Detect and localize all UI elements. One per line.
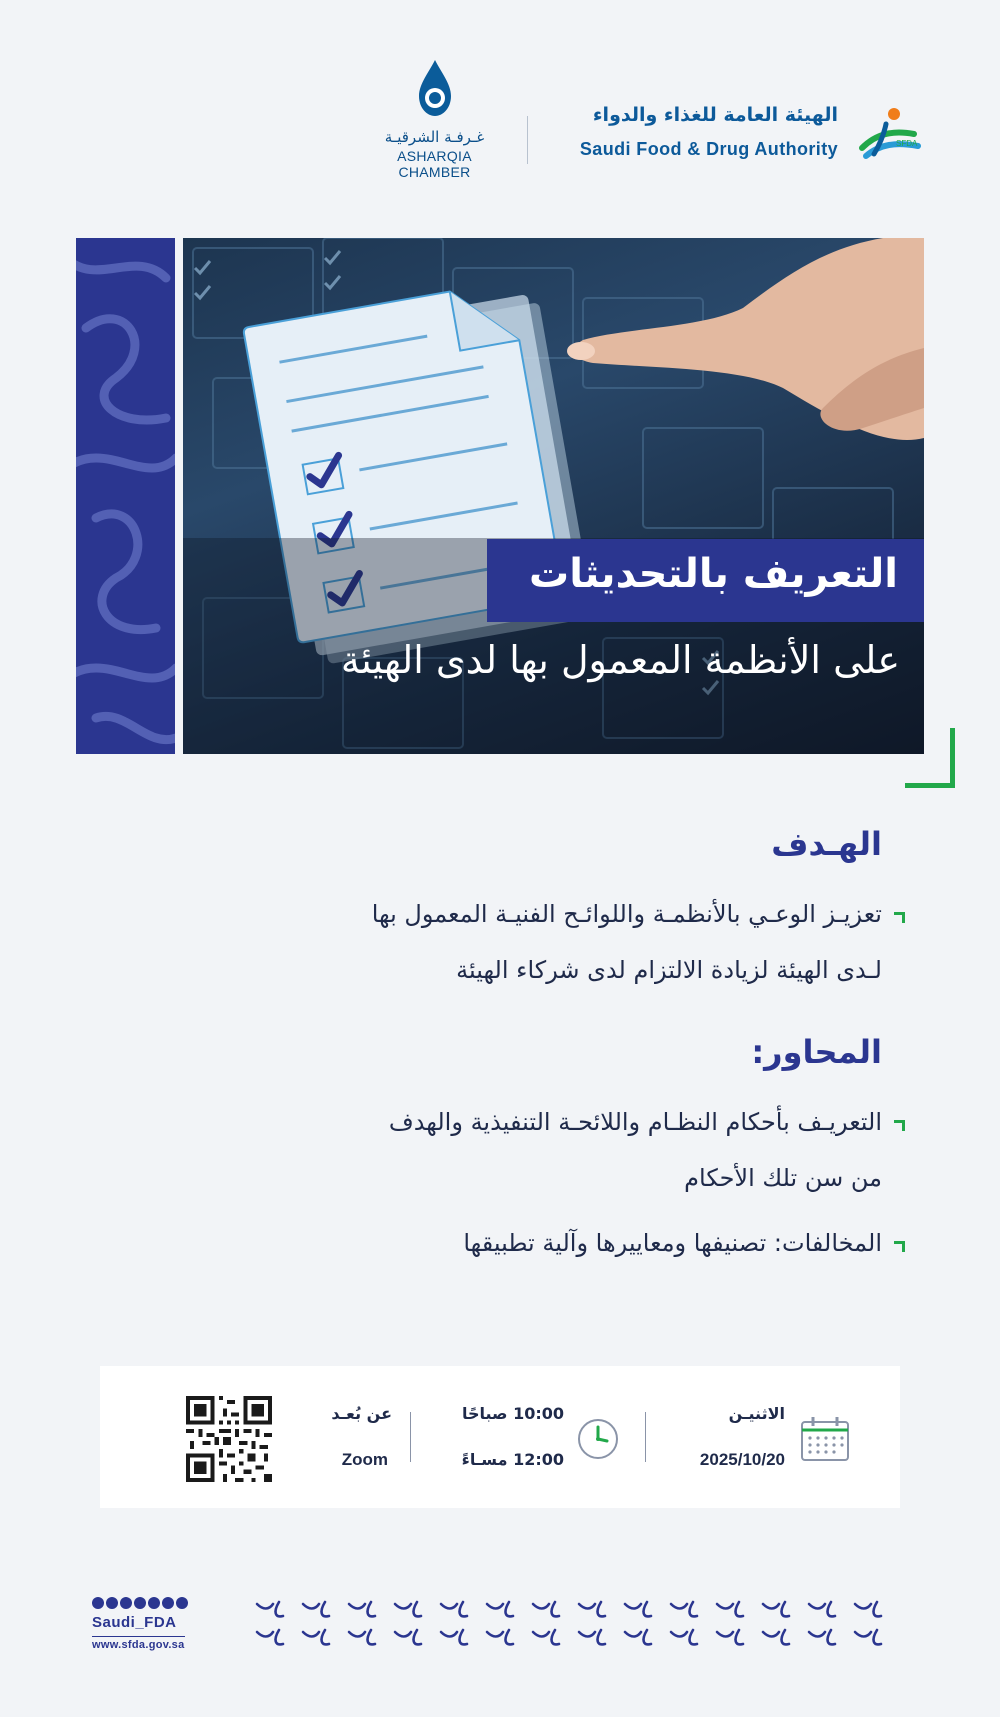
chamber-name-en: ASHARQIA CHAMBER <box>397 148 472 180</box>
logo-divider <box>527 116 528 164</box>
hero-subtitle: على الأنظمة المعمول بها لدى الهيئة <box>340 638 900 682</box>
event-info-card <box>100 1366 900 1508</box>
hero-corner-accent <box>905 728 955 788</box>
topics-heading: المحاور: <box>751 1033 882 1071</box>
x-icon[interactable] <box>92 1597 104 1609</box>
clock-icon <box>576 1417 620 1461</box>
topic-bullet-marker <box>894 1120 905 1131</box>
topic-2-line-1: المخالفات: تصنيفها ومعاييرها وآلية تطبيقها <box>463 1229 882 1257</box>
hero-pattern-strip <box>76 238 175 754</box>
goal-heading: الهـدف <box>771 825 882 863</box>
event-day: الاثنيـن <box>728 1404 785 1423</box>
hero-title: التعريف بالتحديثات <box>529 551 898 597</box>
event-time-start: 10:00 صباحًا <box>461 1404 564 1423</box>
tiktok-icon[interactable] <box>176 1597 188 1609</box>
linkedin-icon[interactable] <box>162 1597 174 1609</box>
chamber-name-ar: غـرفـة الشرقيـة <box>384 128 485 146</box>
hero-title-box <box>487 539 924 622</box>
topic-1-line-2: من سن تلك الأحكام <box>684 1164 882 1192</box>
footer-handle[interactable]: Saudi_FDA <box>92 1614 177 1631</box>
chamber-mark-icon <box>409 58 461 118</box>
card-divider <box>410 1412 411 1462</box>
goal-bullet-line-2: لـدى الهيئة لزيادة الالتزام لدى شركاء الهيئة <box>456 956 882 984</box>
goal-bullet-marker <box>894 912 905 923</box>
sfda-logo <box>548 102 926 172</box>
sfda-name-ar: الهيئة العامة للغذاء والدواء <box>592 104 838 126</box>
youtube-icon[interactable] <box>134 1597 146 1609</box>
calendar-icon <box>800 1416 850 1462</box>
qr-code[interactable] <box>186 1396 272 1482</box>
card-divider <box>645 1412 646 1462</box>
event-mode: عن بُعـد <box>331 1404 392 1423</box>
sfda-mark-icon <box>856 104 926 164</box>
snapchat-icon[interactable] <box>106 1597 118 1609</box>
topic-1-line-1: التعريـف بأحكام النظـام واللائحـة التنفيذية والهدف <box>388 1108 882 1136</box>
instagram-icon[interactable] <box>120 1597 132 1609</box>
social-icons <box>92 1597 188 1609</box>
footer-url[interactable]: www.sfda.gov.sa <box>92 1636 185 1651</box>
event-date: 2025/10/20 <box>699 1450 785 1469</box>
topic-bullet-marker <box>894 1241 905 1252</box>
sfda-name-en: Saudi Food & Drug Authority <box>579 139 838 159</box>
event-time-end: 12:00 مسـاءً <box>461 1450 564 1469</box>
footer-pattern <box>255 1598 905 1654</box>
goal-bullet-line-1: تعزيـز الوعـي بالأنظمـة واللوائـح الفنيـة المعمول بها <box>371 900 882 928</box>
facebook-icon[interactable] <box>148 1597 160 1609</box>
asharqia-chamber-logo <box>362 58 507 180</box>
event-platform: Zoom <box>341 1450 388 1469</box>
svg-text:SFDA: SFDA <box>896 139 918 148</box>
